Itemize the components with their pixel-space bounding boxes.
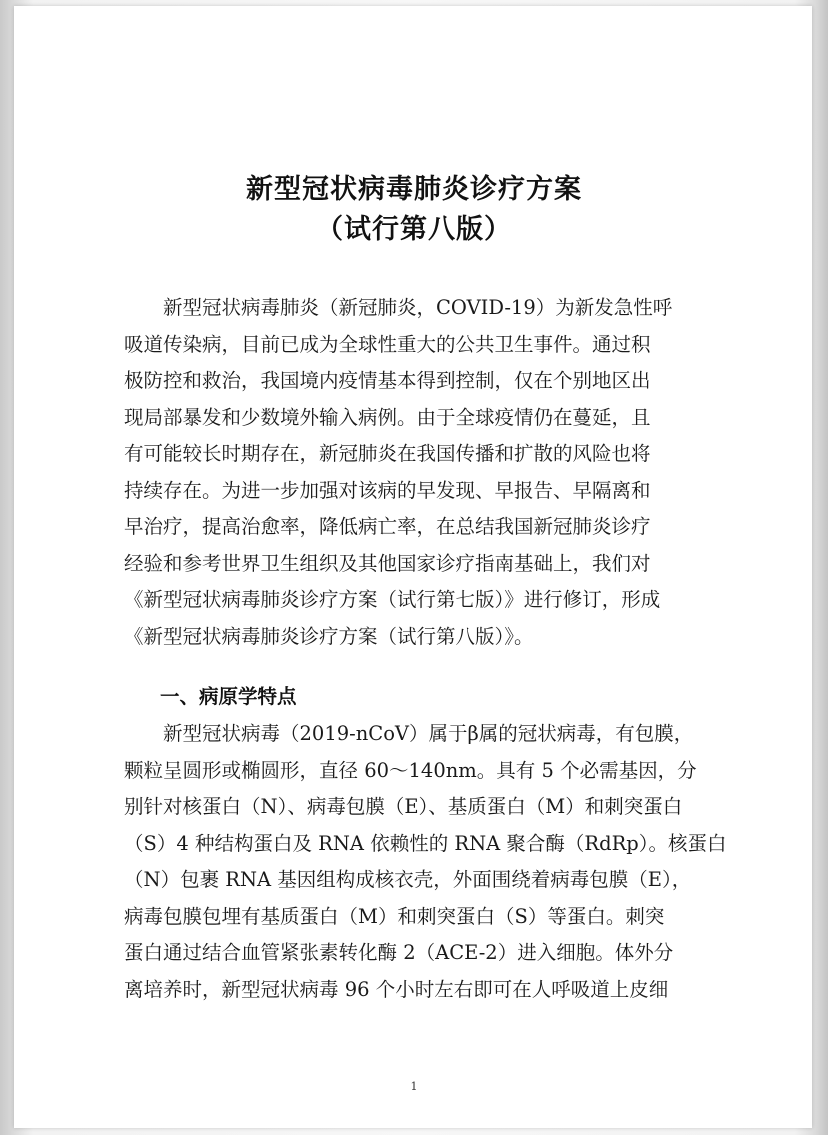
- section-heading: 一、病原学特点: [160, 685, 297, 708]
- text-line: 有可能较长时期存在，新冠肺炎在我国传播和扩散的风险也将: [124, 442, 651, 465]
- text-line: 持续存在。为进一步加强对该病的早发现、早报告、早隔离和: [124, 478, 651, 502]
- text-line: 别针对核蛋白（N）、病毒包膜（E）、基质蛋白（M）和刺突蛋白: [124, 795, 683, 818]
- document-subtitle: （试行第八版）: [316, 214, 512, 245]
- text-line: 极防控和救治，我国境内疫情基本得到控制，仅在个别地区出: [124, 369, 651, 392]
- text-line: （N）包裹 RNA 基因组构成核衣壳，外面围绕着病毒包膜（E），: [124, 868, 692, 891]
- text-line: 《新型冠状病毒肺炎诊疗方案（试行第七版）》进行修订，形成: [124, 588, 661, 611]
- text-line: 蛋白通过结合血管紧张素转化酶 2（ACE-2）进入细胞。体外分: [124, 941, 674, 964]
- text-line: 现局部暴发和少数境外输入病例。由于全球疫情仍在蔓延，且: [124, 405, 651, 429]
- text-line: 吸道传染病，目前已成为全球性重大的公共卫生事件。通过积: [124, 332, 651, 356]
- text-line: 新型冠状病毒肺炎（新冠肺炎，COVID-19）为新发急性呼: [124, 296, 673, 319]
- text-line: 《新型冠状病毒肺炎诊疗方案（试行第八版）》。: [124, 624, 534, 648]
- document-title: 新型冠状病毒肺炎诊疗方案: [246, 174, 582, 205]
- text-line: 新型冠状病毒（2019-nCoV）属于β属的冠状病毒，有包膜，: [124, 722, 694, 745]
- text-line: 离培养时，新型冠状病毒 96 个小时左右即可在人呼吸道上皮细: [124, 977, 669, 1001]
- section-paragraph: [124, 716, 727, 1008]
- text-line: （S）4 种结构蛋白及 RNA 依赖性的 RNA 聚合酶（RdRp）。核蛋白: [124, 831, 727, 855]
- intro-paragraph: [124, 290, 672, 655]
- text-line: 经验和参考世界卫生组织及其他国家诊疗指南基础上，我们对: [124, 551, 651, 575]
- text-line: 颗粒呈圆形或椭圆形，直径 60～140nm。具有 5 个必需基因，分: [124, 758, 697, 782]
- text-line: 早治疗，提高治愈率，降低病亡率，在总结我国新冠肺炎诊疗: [124, 515, 651, 538]
- page-number: 1: [410, 1080, 418, 1093]
- text-line: 病毒包膜包埋有基质蛋白（M）和刺突蛋白（S）等蛋白。刺突: [124, 904, 665, 928]
